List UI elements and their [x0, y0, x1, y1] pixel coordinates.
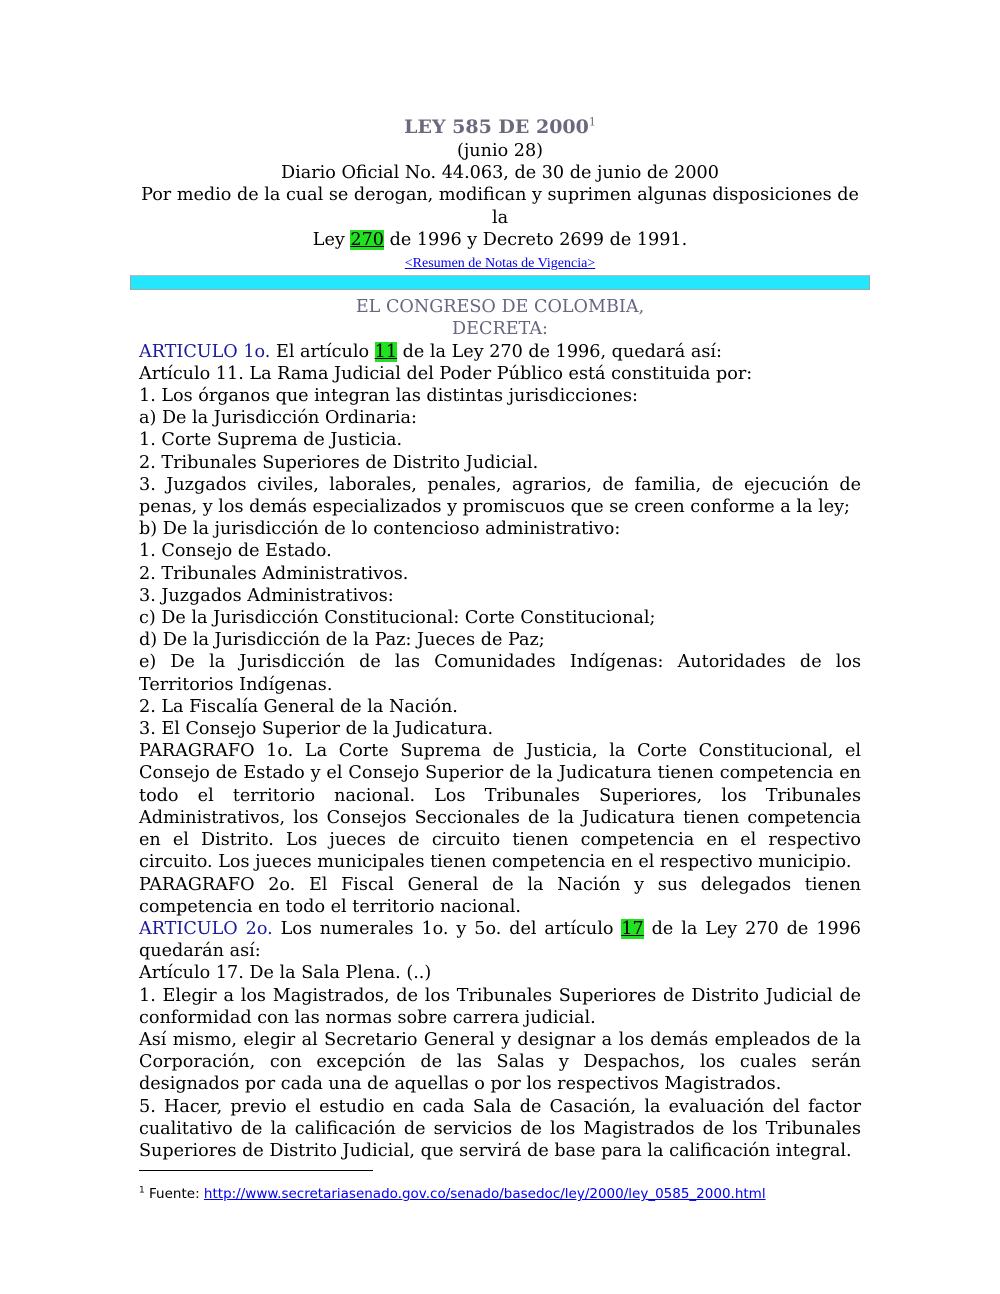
text-line: d) De la Jurisdicción de la Paz: Jueces de Paz; [139, 630, 545, 651]
text-paragraph: 1. Elegir a los Magistrados, de los Tribunales Superiores de Distrito Judicial de conformidad con las normas sobre carrera judicial. [139, 985, 861, 1028]
law-title: LEY 585 DE 2000$^1$ [404, 115, 596, 138]
article-17-link[interactable]: 17 [621, 918, 644, 939]
vigencia-bar[interactable] [130, 275, 870, 290]
text-line: 3. Juzgados Administrativos: [139, 585, 394, 606]
text-line: 1. Consejo de Estado. [139, 541, 332, 562]
text-line: Artículo 11. La Rama Judicial del Poder Público está constituida por: [139, 363, 753, 384]
text-line: 1. Los órganos que integran las distintas jurisdicciones: [139, 386, 638, 407]
text-paragraph: 5. Hacer, previo el estudio en cada Sala de Casación, la evaluación del factor cualitativo de la calificación de servicios de los Magistrados de los Tribunales Superiores de Distrito Judicial, que servirá de base para la calificación integral. [139, 1096, 861, 1161]
footnote-ref[interactable]: 1 [588, 115, 596, 129]
law-date: (junio 28) [456, 141, 544, 161]
text-paragraph: Así mismo, elegir al Secretario General y designar a los demás empleados de la Corporación, con excepción de las Salas y Despachos, los cuales serán designados por cada una de aquellas o por los respectivos Magistrados. [139, 1029, 861, 1095]
text-line: 2. Tribunales Administrativos. [139, 563, 409, 584]
diario-oficial: Diario Oficial No. 44.063, de 30 de junio de 2000 [281, 163, 719, 184]
paragrafo-1: PARAGRAFO 1o. La Corte Suprema de Justicia, la Corte Constitucional, el Consejo de Estado y el Consejo Superior de la Judicatura tienen competencia en todo el territorio nacional. Los Tribunales Superiores, los Tribunales Administrativos, los Consejos Seccionales de la Judicatura tienen competencia en el Distrito. Los jueces de circuito tienen competencia en el respectivo circuito. Los jueces municipales tienen competencia en el respectivo municipio. [139, 741, 861, 873]
text-line: 2. La Fiscalía General de la Nación. [139, 696, 458, 717]
text-line: 3. El Consejo Superior de la Judicatura. [139, 719, 494, 740]
article-1-label[interactable]: ARTICULO 1o. [139, 341, 271, 362]
text-line: 2. Tribunales Superiores de Distrito Judicial. [139, 452, 539, 473]
ley-270-link[interactable]: 270 [350, 229, 384, 250]
document-page [139, 114, 861, 1203]
congreso-heading: EL CONGRESO DE COLOMBIA, [355, 297, 645, 318]
law-subject: Por medio de la cual se derogan, modifican y suprimen algunas disposiciones de la Ley 270 de 1996 y Decreto 2699 de 1991. [141, 185, 859, 250]
source-url-link[interactable]: http://www.secretariasenado.gov.co/senado/basedoc/ley/2000/ley_0585_2000.html [203, 1186, 766, 1203]
decreta-heading: DECRETA: [452, 319, 548, 340]
text-line: Artículo 17. De la Sala Plena. (..) [139, 963, 432, 984]
text-line: 1. Corte Suprema de Justicia. [139, 430, 403, 451]
text-line: c) De la Jurisdicción Constitucional: Corte Constitucional; [139, 608, 656, 629]
article-2-label[interactable]: ARTICULO 2o. [139, 918, 273, 939]
paragrafo-2: PARAGRAFO 2o. El Fiscal General de la Nación y sus delegados tienen competencia en todo el territorio nacional. [139, 874, 861, 917]
text-line: a) De la Jurisdicción Ordinaria: [139, 408, 417, 429]
notas-vigencia-link[interactable]: <Resumen de Notas de Vigencia> [404, 256, 596, 272]
footnote-separator [139, 1170, 373, 1171]
article-11-link[interactable]: 11 [374, 341, 398, 362]
footnote: $^1$ Fuente: http://www.secretariasenado.gov.co/senado/basedoc/ley/2000/ley_0585_2000.html [139, 1185, 766, 1203]
article-2: ARTICULO 2o. Los numerales 1o. y 5o. del artículo 17 de la Ley 270 de 1996 quedarán así: [139, 918, 861, 962]
text-paragraph: e) De la Jurisdicción de las Comunidades Indígenas: Autoridades de los Territorios Indígenas. [139, 652, 861, 695]
text-line: b) De la jurisdicción de lo contencioso administrativo: [139, 519, 621, 540]
article-1: ARTICULO 1o. El artículo 11 de la Ley 270 de 1996, quedará así: [139, 341, 722, 362]
text-paragraph: 3. Juzgados civiles, laborales, penales, agrarios, de familia, de ejecución de penas, y los demás especializados y promiscuos que se creen conforme a la ley; [139, 474, 861, 518]
